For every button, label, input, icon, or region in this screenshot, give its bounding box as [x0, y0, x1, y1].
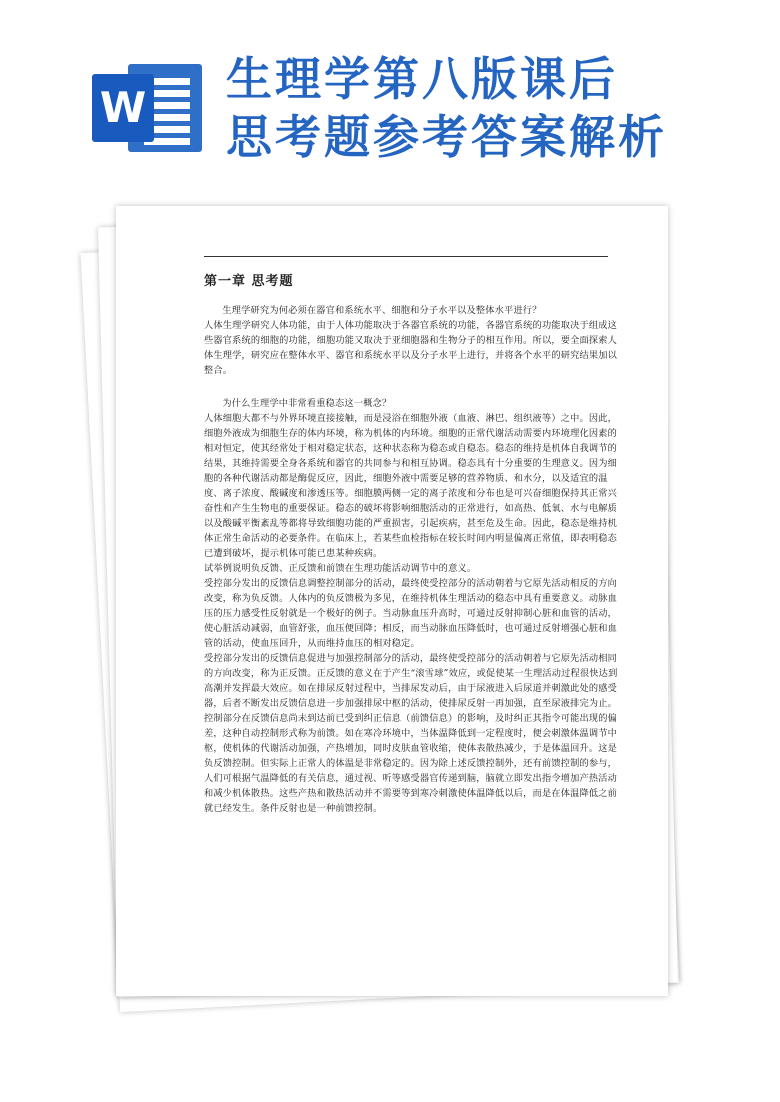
banner-title-line1: 生理学第八版课后 — [226, 52, 618, 106]
answer-2: 人体细胞大都不与外界环境直接接触，而是浸浴在细胞外液（血液、淋巴、组织液等）之中。因此，细胞外液成为细胞生存的体内环境，称为机体的内环境。细胞的正常代谢活动需要内环境理化因素的相对恒定，使其经常处于相对稳定状态，这种状态称为稳态或自稳态。稳态的维持是机体自我调节的结果，其维持需要全身各系统和器官的共同参与和相互协调。稳态具有十分重要的生理意义。因为细胞的各种代谢活动都是酶促反应，因此，细胞外液中需要足够的营养物质、和水分，以及适宜的温度、离子浓度、酸碱度和渗透压等。细胞膜两侧一定的离子浓度和分布也是可兴奋细胞保持其正常兴奋性和产生生物电的重要保证。稳态的破坏将影响细胞活动的正常进行，如高热、低氧、水与电解质以及酸碱平衡紊乱等都将导致细胞功能的严重损害，引起疾病，甚至危及生命。因此，稳态是维持机体正常生命活动的必要条件。在临床上，若某些血检指标在较长时间内明显偏离正常值，即表明稳态已遭到破坏，提示机体可能已患某种疾病。 — [204, 413, 618, 559]
answer-1: 人体生理学研究人体功能，由于人体功能取决于各器官系统的功能，各器官系统的功能取决于组成这些器官系统的细胞的功能，细胞功能又取决于亚细胞器和生物分子的相互作用。所以，要全面探索人体生理学，研究应在整体水平、器官和系统水平以及分子水平上进行，并将各个水平的研究结果加以整合。 — [204, 320, 618, 376]
question-3: 试举例说明负反馈、正反馈和前馈在生理功能活动调节中的意义。 — [204, 563, 477, 574]
banner-title — [226, 50, 667, 166]
banner-title-line2: 思考题参考答案解析 — [226, 110, 667, 164]
document-page — [116, 206, 668, 996]
question-1: 生理学研究为何必须在器官和系统水平、细胞和分子水平以及整体水平进行？ — [222, 305, 542, 316]
answer-3-positive-feedback: 受控部分发出的反馈信息促进与加强控制部分的活动，最终使受控部分的活动朝着与它原先活动相同的方向改变，称为正反馈。正反馈的意义在于产生“滚雪球”效应，或促使某一生理活动过程很快达到高潮并发挥最大效应。如在排尿反射过程中，当排尿发动后，由于尿液进入后尿道并刺激此处的感受器，后者不断发出反馈信息进一步加强排尿中枢的活动，使排尿反射一再加强，直至尿液排完为止。控制部分在反馈信息尚未到达前已受到纠正信息（前馈信息）的影响，及时纠正其指令可能出现的偏差，这种自动控制形式称为前馈。如在寒冷环境中，当体温降低到一定程度时，便会刺激体温调节中枢，使机体的代谢活动加强，产热增加，同时皮肤血管收缩，使体表散热减少，于是体温回升。这是负反馈控制。但实际上正常人的体温是非常稳定的。因为除上述反馈控制外，还有前馈控制的参与，人们可根据气温降低的有关信息，通过视、听等感受器官传递到脑，脑就立即发出指令增加产热活动和减少机体散热。这些产热和散热活动并不需要等到寒冷刺激使体温降低以后，而是在体温降低之前就已经发生。条件反射也是一种前馈控制。 — [204, 653, 618, 814]
question-2: 为什么生理学中非常看重稳态这一概念？ — [222, 398, 392, 409]
header-rule — [204, 256, 608, 257]
document-content — [204, 272, 620, 966]
answer-3-negative-feedback: 受控部分发出的反馈信息调整控制部分的活动，最终使受控部分的活动朝着与它原先活动相反的方向改变，称为负反馈。人体内的负反馈极为多见，在维持机体生理活动的稳态中具有重要意义。动脉血压的压力感受性反射就是一个极好的例子。当动脉血压升高时，可通过反射抑制心脏和血管的活动，使心脏活动减弱，血管舒张，血压便回降；相反，而当动脉血压降低时，也可通过反射增强心脏和血管的活动，使血压回升，从而维持血压的相对稳定。 — [204, 578, 618, 649]
word-icon — [92, 60, 204, 156]
chapter-heading: 第一章 思考题 — [204, 274, 294, 289]
word-icon-letter: W — [92, 74, 154, 142]
